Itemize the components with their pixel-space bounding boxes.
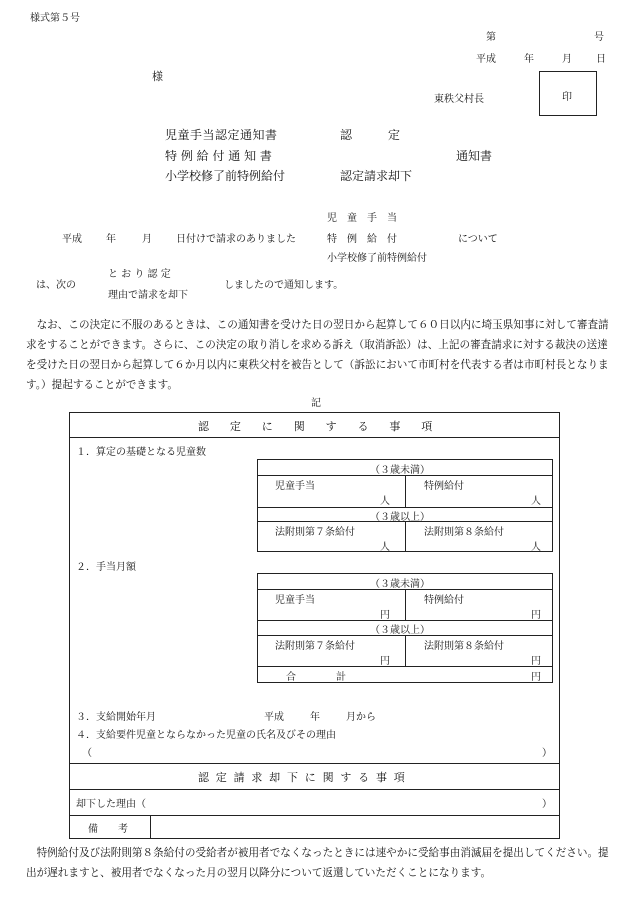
start-month: 月から <box>346 712 376 723</box>
title-line1: 児童手当認定通知書 <box>165 128 278 142</box>
divider <box>69 763 560 764</box>
request-text: 日付けで請求のありました <box>176 234 296 245</box>
cc-special-benefit: 特例給付 <box>424 481 464 492</box>
reject-reason-label: 却下した理由（ <box>76 799 146 810</box>
title-line2: 特 例 給 付 通 知 書 <box>165 149 272 163</box>
divider <box>405 521 406 552</box>
start-era: 平成 <box>264 712 284 723</box>
divider <box>150 815 151 839</box>
reject-reason-paren-close: ） <box>542 799 552 810</box>
ma-over3: （３歳以上） <box>370 625 430 636</box>
request-option-child: 児 童 手 当 <box>327 213 397 224</box>
title-reject: 認定請求却下 <box>340 169 413 183</box>
result-tail: しましたので通知します。 <box>224 280 344 291</box>
item-ineligible: ４．支給要件児童とならなかった児童の氏名及びその理由 <box>76 730 336 741</box>
issuer: 東秩父村長 <box>434 94 484 105</box>
ma-unit2: 円 <box>531 610 541 621</box>
seal-box <box>539 71 597 116</box>
cc-unit2: 人 <box>531 496 541 507</box>
result-lead: は、次の <box>36 280 76 291</box>
item-start-month: ３．支給開始年月 <box>76 712 156 723</box>
ma-unit4: 円 <box>531 656 541 667</box>
date-day: 日 <box>596 54 606 65</box>
title-certify: 認 定 <box>340 128 401 142</box>
divider <box>405 589 406 620</box>
request-year: 年 <box>106 234 116 245</box>
footer-note: 特例給付及び法附則第８条給付の受給者が被用者でなくなったときには速やかに受給事由消滅届を提出してください。提出が遅れますと、被用者でなくなった月の翌月以降分について返還していただくことになります。 <box>26 847 609 879</box>
ma-special-benefit: 特例給付 <box>424 595 464 606</box>
certification-header: 認 定 に 関 す る 事 項 <box>198 420 438 433</box>
ma-art8: 法附則第８条給付 <box>424 641 504 652</box>
title-line3: 小学校修了前特例給付 <box>165 169 286 183</box>
result-option-reject: 理由で請求を却下 <box>108 290 188 301</box>
cc-art7: 法附則第７条給付 <box>275 527 355 538</box>
cc-over3: （３歳以上） <box>370 512 430 523</box>
date-year: 年 <box>524 54 534 65</box>
cc-unit3: 人 <box>380 542 390 553</box>
divider <box>257 666 553 667</box>
ma-art7: 法附則第７条給付 <box>275 641 355 652</box>
remarks-label: 備 考 <box>88 824 128 835</box>
request-tail: について <box>458 234 498 245</box>
divider <box>405 635 406 666</box>
request-era: 平成 <box>62 234 82 245</box>
seal-label: 印 <box>562 92 572 103</box>
request-month: 月 <box>142 234 152 245</box>
appeal-notice: なお、この決定に不服のあるときは、この通知書を受けた日の翌日から起算して６０日以内に埼玉県知事に対して審査請求をすることができます。さらに、この決定の取り消しを求める訴え（取消訴訟）は、上記の審査請求に対する裁決の送達を受けた日の翌日から起算して６か月以内に東秩父村を被告として（訴訟において市町村を代表する者は市町村長となります。）提起することができます。 <box>26 319 609 391</box>
date-month: 月 <box>562 54 572 65</box>
ma-under3: （３歳未満） <box>370 579 430 590</box>
form-number: 様式第５号 <box>30 13 80 24</box>
item-child-count: １．算定の基礎となる児童数 <box>76 447 206 458</box>
doc-number-suffix: 号 <box>594 32 604 43</box>
result-option-certify: と お り 認 定 <box>108 269 171 280</box>
cc-under3: （３歳未満） <box>370 465 430 476</box>
divider <box>69 815 560 816</box>
ki-mark: 記 <box>311 398 321 409</box>
date-era: 平成 <box>476 54 496 65</box>
ineligible-paren-close: ） <box>542 748 552 759</box>
start-year: 年 <box>310 712 320 723</box>
ma-unit3: 円 <box>380 656 390 667</box>
addressee-suffix: 様 <box>152 70 163 83</box>
rejection-header: 認 定 請 求 却 下 に 関 す る 事 項 <box>198 771 407 784</box>
cc-unit1: 人 <box>380 496 390 507</box>
ma-unit1: 円 <box>380 610 390 621</box>
request-option-primary: 小学校修了前特例給付 <box>327 253 427 264</box>
divider <box>69 789 560 790</box>
ma-child-allowance: 児童手当 <box>275 595 315 606</box>
title-notice: 通知書 <box>456 149 493 163</box>
item-monthly-amount: ２．手当月額 <box>76 562 136 573</box>
request-option-special: 特 例 給 付 <box>327 234 397 245</box>
cc-child-allowance: 児童手当 <box>275 481 315 492</box>
divider <box>69 437 560 438</box>
cc-art8: 法附則第８条給付 <box>424 527 504 538</box>
divider <box>405 475 406 507</box>
ma-total-label: 合 計 <box>286 672 346 683</box>
cc-unit4: 人 <box>531 542 541 553</box>
ma-total-unit: 円 <box>531 672 541 683</box>
ineligible-paren-open: （ <box>82 748 92 759</box>
doc-number-prefix: 第 <box>486 32 496 43</box>
